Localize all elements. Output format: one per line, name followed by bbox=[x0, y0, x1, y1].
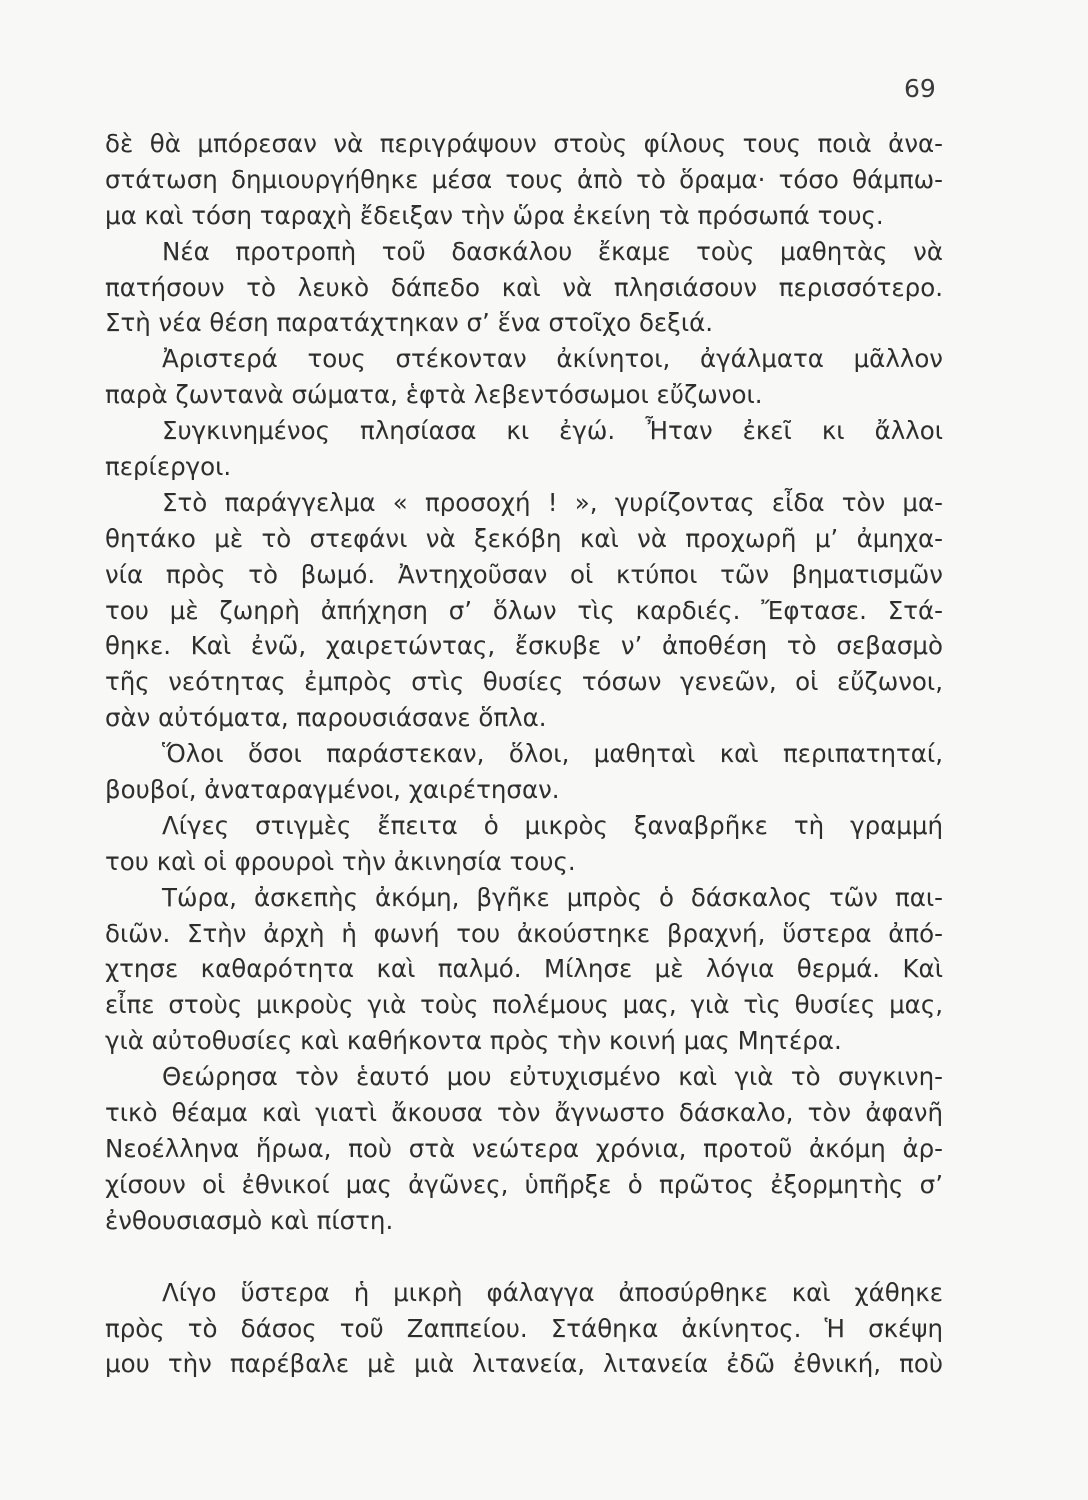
text-line: περίεργοι. bbox=[105, 452, 232, 482]
text-line: Συγκινημένος πλησίασα κι ἐγώ. Ἦταν ἐκεῖ κι ἄλλοι bbox=[162, 416, 943, 446]
text-line: μα καὶ τόση ταραχὴ ἔδειξαν τὴν ὥρα ἐκείνη τὰ πρόσωπά τους. bbox=[105, 200, 884, 230]
text-line: στάτωση δημιουργήθηκε μέσα τους ἀπὸ τὸ ὅραμα· τόσο θάμπω- bbox=[105, 164, 943, 194]
text-line: Τώρα, ἀσκεπὴς ἀκόμη, βγῆκε μπρὸς ὁ δάσκαλος τῶν παι- bbox=[162, 882, 943, 912]
page-number: 69 bbox=[904, 74, 936, 103]
text-line: διῶν. Στὴν ἀρχὴ ἡ φωνή του ἀκούστηκε βραχνή, ὕστερα ἀπό- bbox=[105, 918, 943, 948]
body-text bbox=[105, 126, 943, 1382]
text-line: χτησε καθαρότητα καὶ παλμό. Μίλησε μὲ λόγια θερμά. Καὶ bbox=[105, 954, 943, 984]
text-line: Νεοέλληνα ἥρωα, ποὺ στὰ νεώτερα χρόνια, προτοῦ ἀκόμη ἀρ- bbox=[105, 1133, 943, 1163]
text-line: τῆς νεότητας ἐμπρὸς στὶς θυσίες τόσων γενεῶν, οἱ εὔζωνοι, bbox=[105, 667, 943, 697]
text-line: θηκε. Καὶ ἐνῶ, χαιρετώντας, ἔσκυβε ν’ ἀποθέση τὸ σεβασμὸ bbox=[105, 631, 943, 661]
text-line: Νέα προτροπὴ τοῦ δασκάλου ἔκαμε τοὺς μαθητὰς νὰ bbox=[162, 236, 943, 266]
text-line: Στὸ παράγγελμα « προσοχή ! », γυρίζοντας εἶδα τὸν μα- bbox=[162, 487, 943, 517]
text-line: τικὸ θέαμα καὶ γιατὶ ἄκουσα τὸν ἄγνωστο δάσκαλο, τὸν ἀφανῆ bbox=[105, 1098, 943, 1128]
text-line: Λίγο ὕστερα ἡ μικρὴ φάλαγγα ἀποσύρθηκε καὶ χάθηκε bbox=[162, 1277, 943, 1307]
text-line: δὲ θὰ μπόρεσαν νὰ περιγράψουν στοὺς φίλους τους ποιὰ ἀνα- bbox=[105, 129, 943, 158]
text-line: παρὰ ζωντανὰ σώματα, ἑφτὰ λεβεντόσωμοι εὔζωνοι. bbox=[105, 380, 763, 410]
text-line: σὰν αὐτόματα, παρουσιάσανε ὅπλα. bbox=[105, 703, 547, 733]
paragraph-gap bbox=[105, 1239, 943, 1275]
text-line: Στὴ νέα θέση παρατάχτηκαν σ’ ἕνα στοῖχο δεξιά. bbox=[105, 308, 714, 338]
text-line: Λίγες στιγμὲς ἔπειτα ὁ μικρὸς ξαναβρῆκε τὴ γραμμή bbox=[162, 810, 943, 840]
text-line: νία πρὸς τὸ βωμό. Ἀντηχοῦσαν οἱ κτύποι τῶν βηματισμῶν bbox=[105, 559, 943, 589]
text-line: χίσουν οἱ ἐθνικοί μας ἀγῶνες, ὑπῆρξε ὁ πρῶτος ἐξορμητὴς σ’ bbox=[105, 1169, 943, 1199]
text-line: Ὅλοι ὅσοι παράστεκαν, ὅλοι, μαθηταὶ καὶ περιπατηταί, bbox=[162, 739, 943, 769]
text-line: του καὶ οἱ φρουροὶ τὴν ἀκινησία τους. bbox=[105, 846, 576, 876]
text-line: Ἀριστερά τους στέκονταν ἀκίνητοι, ἀγάλματα μᾶλλον bbox=[162, 344, 943, 374]
text-line: του μὲ ζωηρὴ ἀπήχηση σ’ ὅλων τὶς καρδιές. Ἔφτασε. Στά- bbox=[105, 595, 943, 625]
text-line: βουβοί, ἀναταραγμένοι, χαιρέτησαν. bbox=[105, 775, 560, 805]
text-line: Θεώρησα τὸν ἑαυτό μου εὐτυχισμένο καὶ γιὰ τὸ συγκινη- bbox=[162, 1062, 943, 1092]
text-line: ἐνθουσιασμὸ καὶ πίστη. bbox=[105, 1205, 394, 1235]
text-line: πρὸς τὸ δάσος τοῦ Ζαππείου. Στάθηκα ἀκίνητος. Ἡ σκέψη bbox=[105, 1313, 943, 1343]
text-line: γιὰ αὐτοθυσίες καὶ καθήκοντα πρὸς τὴν κοινή μας Μητέρα. bbox=[105, 1026, 842, 1056]
text-line: πατήσουν τὸ λευκὸ δάπεδο καὶ νὰ πλησιάσουν περισσότερο. bbox=[105, 272, 943, 302]
text-line: θητάκο μὲ τὸ στεφάνι νὰ ξεκόβη καὶ νὰ προχωρῆ μ’ ἀμηχα- bbox=[105, 523, 943, 553]
text-line: εἶπε στοὺς μικροὺς γιὰ τοὺς πολέμους μας, γιὰ τὶς θυσίες μας, bbox=[105, 990, 943, 1020]
text-line: μου τὴν παρέβαλε μὲ μιὰ λιτανεία, λιτανεία ἐδῶ ἐθνική, ποὺ bbox=[105, 1349, 943, 1379]
